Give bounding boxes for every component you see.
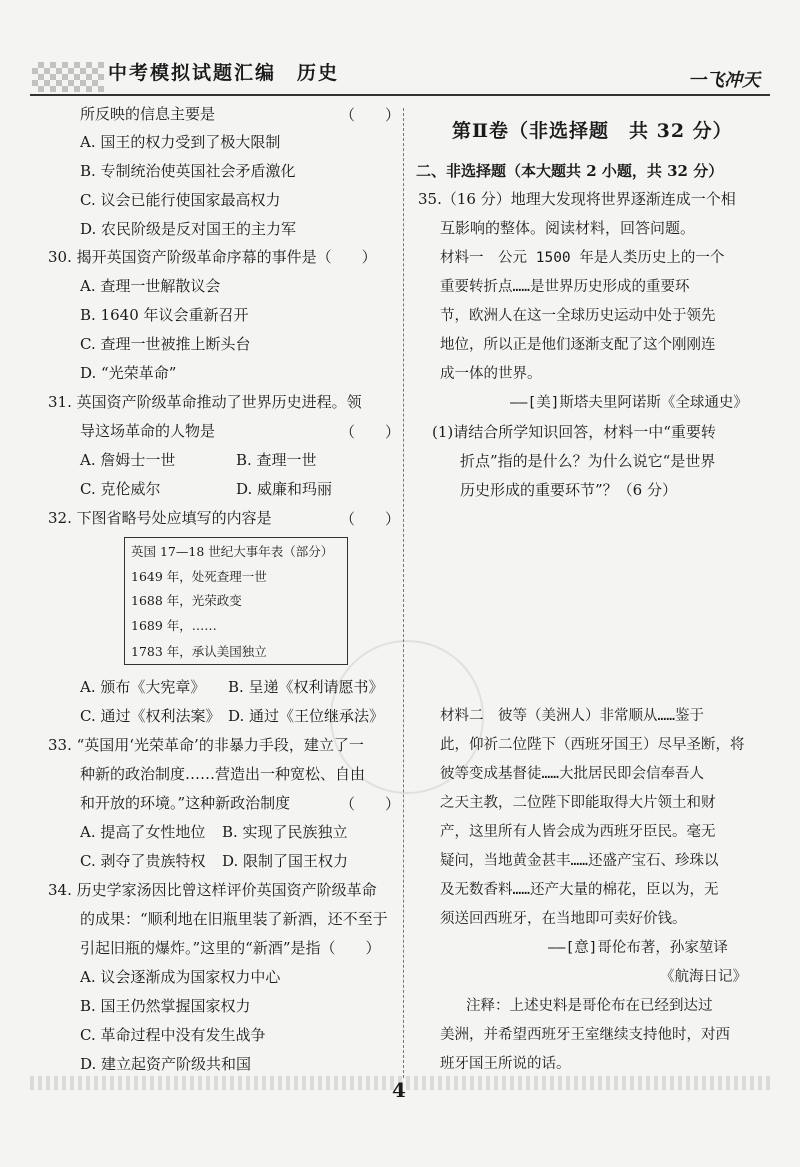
header-brand: 一飞冲天 [688, 70, 760, 91]
header-title: 中考模拟试题汇编 历史 [108, 62, 340, 84]
q29-option-c: C. 议会已能行使国家最高权力 [80, 191, 281, 209]
q30-stem: 30. 揭开英国资产阶级革命序幕的事件是（ ） [48, 248, 377, 266]
q33-option-b: B. 实现了民族独立 [222, 823, 348, 841]
material2-line: 材料二 彼等（美洲人）非常顺从……鉴于 [440, 708, 704, 724]
q31-paren: （ ） [340, 423, 401, 441]
q32-paren: （ ） [340, 510, 401, 528]
q29-stem: 所反映的信息主要是 [80, 105, 216, 123]
q33-stem-line3: 和开放的环境。”这种新政治制度 [80, 794, 291, 812]
section-title: 第Ⅱ卷（非选择题 共 32 分） [452, 120, 733, 142]
q34-option-d: D. 建立起资产阶级共和国 [80, 1055, 252, 1073]
q35-1-line2: 折点”指的是什么？为什么说它“是世界 [460, 452, 716, 470]
note-line: 美洲，并希望西班牙王室继续支持他时，对西 [440, 1027, 730, 1043]
q29-option-d: D. 农民阶级是反对国王的主力军 [80, 220, 297, 238]
q34-option-b: B. 国王仍然掌握国家权力 [80, 997, 251, 1015]
q33-stem-line1: 33. “英国用‘光荣革命’的非暴力手段，建立了一 [48, 736, 364, 754]
q32-option-d: D. 通过《王位继承法》 [228, 707, 385, 725]
q31-option-b: B. 查理一世 [236, 451, 317, 469]
table-row: 1783 年，承认美国独立 [131, 644, 267, 659]
q33-option-d: D. 限制了国王权力 [222, 852, 349, 870]
table-row: 1688 年，光荣政变 [131, 593, 242, 608]
q34-stem-line2: 的成果：“顺利地在旧瓶里装了新酒，还不至于 [80, 910, 388, 928]
header-decoration [32, 62, 104, 92]
q35-stem-line2: 互影响的整体。阅读材料，回答问题。 [440, 219, 696, 237]
q32-option-a: A. 颁布《大宪章》 [80, 678, 206, 696]
material2-line: 彼等变成基督徒……大批居民即会信奉吾人 [440, 766, 704, 782]
q31-option-c: C. 克伦威尔 [80, 480, 161, 498]
q31-option-d: D. 威廉和玛丽 [236, 480, 333, 498]
material2-line: 须送回西班牙，在当地即可卖好价钱。 [440, 911, 687, 927]
q29-option-a: A. 国王的权力受到了极大限制 [80, 133, 281, 151]
q33-option-c: C. 剥夺了贵族特权 [80, 852, 206, 870]
q33-option-a: A. 提高了女性地位 [80, 823, 206, 841]
material1-line: 节，欧洲人在这一全球历史运动中处于领先 [440, 308, 716, 324]
q34-option-a: A. 议会逐渐成为国家权力中心 [80, 968, 281, 986]
q33-stem-line2: 种新的政治制度……营造出一种宽松、自由 [80, 765, 366, 783]
table-row: 1689 年，…… [131, 618, 217, 633]
q29-paren: （ ） [340, 106, 401, 124]
material2-line: 此，仰祈二位陛下（西班牙国王）尽早圣断，将 [440, 737, 745, 753]
material1-line: 成一体的世界。 [440, 366, 542, 382]
material2-line: 疑问，当地黄金甚丰……还盛产宝石、珍珠以 [440, 853, 719, 869]
section-subtitle: 二、非选择题（本大题共 2 小题，共 32 分） [416, 162, 724, 180]
q32-option-b: B. 呈递《权利请愿书》 [228, 678, 384, 696]
q31-stem-line2: 导这场革命的人物是 [80, 422, 216, 440]
q32-option-c: C. 通过《权利法案》 [80, 707, 221, 725]
q30-option-b: B. 1640 年议会重新召开 [80, 306, 249, 324]
q33-paren: （ ） [340, 795, 401, 813]
material1-line: 重要转折点……是世界历史形成的重要环 [440, 279, 690, 295]
q30-option-a: A. 查理一世解散议会 [80, 277, 221, 295]
q34-stem-line1: 34. 历史学家汤因比曾这样评价英国资产阶级革命 [48, 881, 377, 899]
q34-stem-line3: 引起旧瓶的爆炸。”这里的“新酒”是指（ ） [80, 939, 381, 957]
material2-line: 之天主教，二位陛下即能取得大片领土和财 [440, 795, 716, 811]
material1-line: 地位，所以正是他们逐渐支配了这个刚刚连 [440, 337, 716, 353]
q35-stem-line1: 35.（16 分）地理大发现将世界逐渐连成一个相 [418, 190, 736, 208]
material2-source-book: 《航海日记》 [660, 969, 747, 985]
page-number: 4 [392, 1078, 406, 1102]
column-divider [403, 108, 404, 1078]
table-title: 英国 17—18 世纪大事年表（部分） [131, 544, 334, 559]
material1-source: ——[美]斯塔夫里阿诺斯《全球通史》 [510, 395, 748, 411]
q35-1-line3: 历史形成的重要环节”？（6 分） [460, 481, 677, 499]
header-rule [30, 94, 770, 96]
q30-option-d: D. “光荣革命” [80, 364, 177, 382]
material2-line: 及无数香料……还产大量的棉花，臣以为，无 [440, 882, 719, 898]
material2-line: 产，这里所有人皆会成为西班牙臣民。毫无 [440, 824, 716, 840]
q31-stem-line1: 31. 英国资产阶级革命推动了世界历史进程。领 [48, 393, 362, 411]
note-line: 注释：上述史料是哥伦布在已经到达过 [466, 998, 713, 1014]
q31-option-a: A. 詹姆士一世 [80, 451, 176, 469]
q32-stem: 32. 下图省略号处应填写的内容是 [48, 509, 272, 527]
q29-option-b: B. 专制统治使英国社会矛盾激化 [80, 162, 296, 180]
material1-line: 材料一 公元 1500 年是人类历史上的一个 [440, 250, 725, 266]
note-line: 班牙国王所说的话。 [440, 1056, 571, 1072]
q35-1-line1: (1)请结合所学知识回答，材料一中“重要转 [432, 423, 716, 441]
table-row: 1649 年，处死查理一世 [131, 569, 267, 584]
q32-timeline-table [124, 537, 348, 665]
q34-option-c: C. 革命过程中没有发生战争 [80, 1026, 266, 1044]
material2-source: ——[意]哥伦布著，孙家堃译 [548, 940, 728, 956]
q30-option-c: C. 查理一世被推上断头台 [80, 335, 251, 353]
